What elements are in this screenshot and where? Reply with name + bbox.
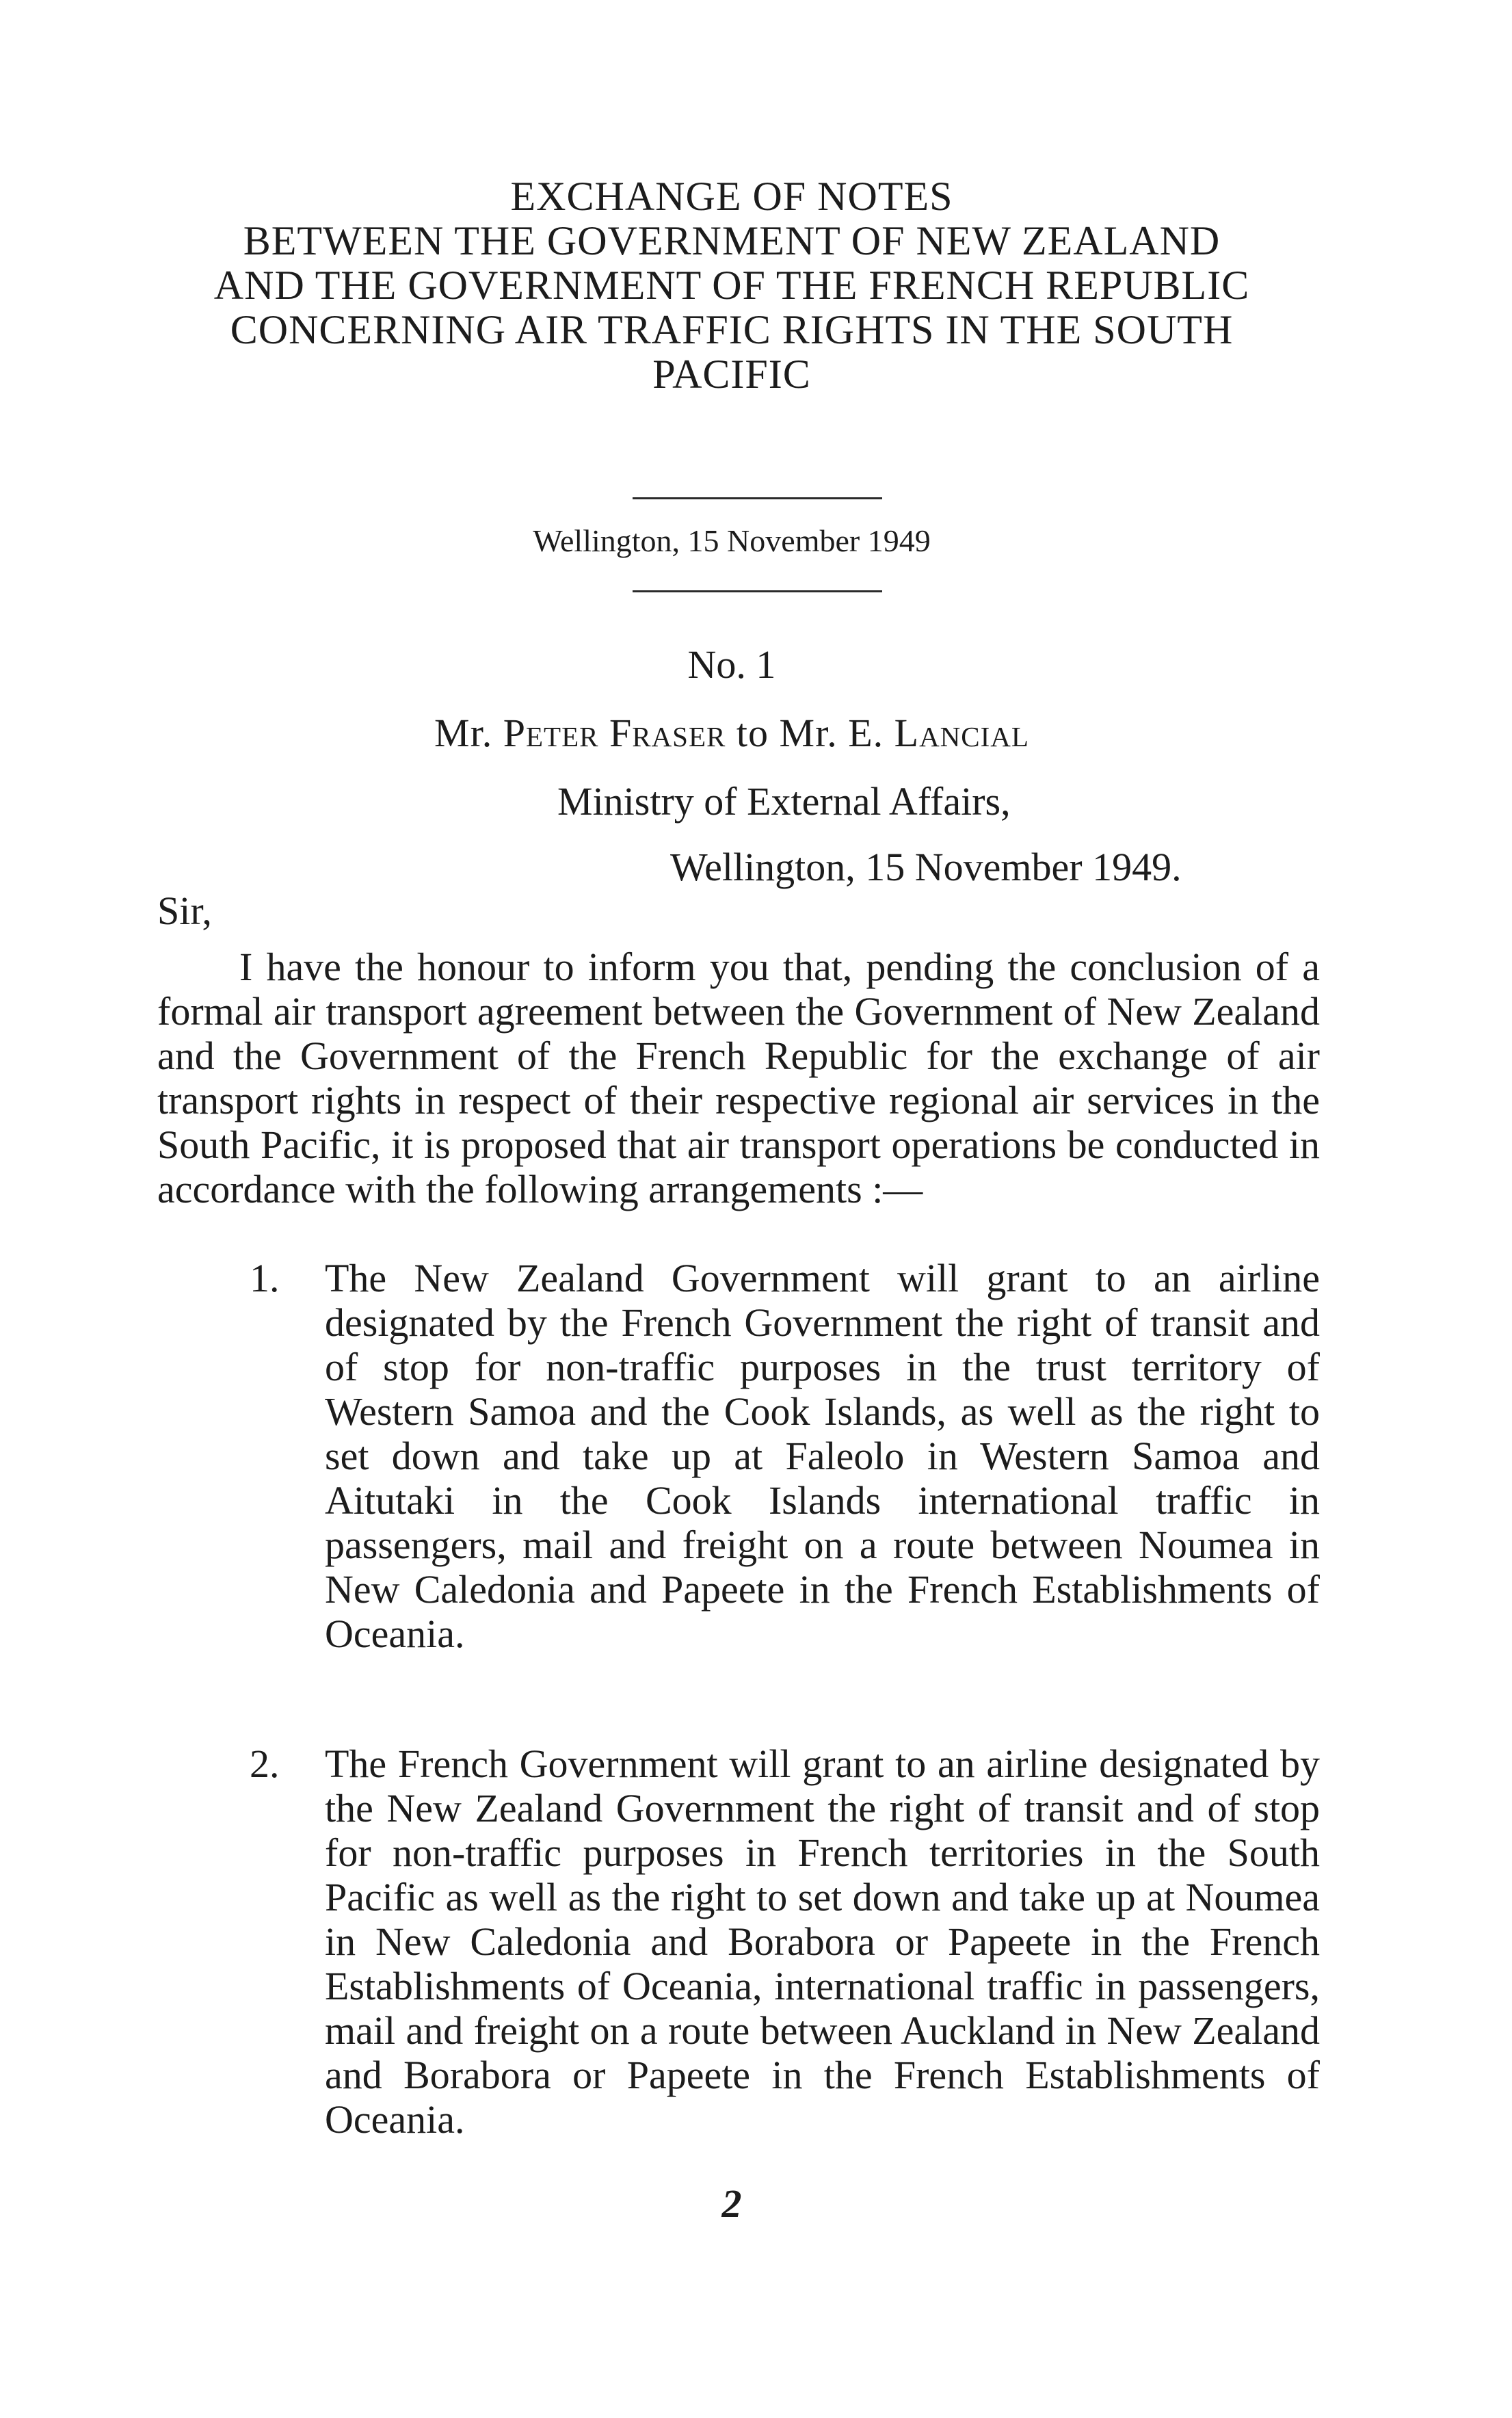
title-line: PACIFIC — [652, 352, 811, 397]
divider-rule-bottom — [633, 590, 882, 592]
list-item-number: 2. — [250, 1742, 280, 1786]
title-line: BETWEEN THE GOVERNMENT OF NEW ZEALAND — [243, 218, 1221, 263]
to-word: to — [736, 711, 769, 755]
title-line: AND THE GOVERNMENT OF THE FRENCH REPUBLIC — [213, 263, 1250, 308]
salutation: Sir, — [157, 889, 212, 933]
list-item-text: The French Government will grant to an airline designated by the New Zealand Government the right of transit and of stop for non-traffic purposes in French territories in the South Pacific as well as the right to set down and take up at Noumea in New Caledonia and Borabora or Papeete in the French Establishments of Oceania, international traffic in passengers, mail and freight on a route between Auckland in New Zealand and Borabora or Papeete in the French Establishments of Oceania. — [325, 1742, 1320, 2142]
page-number: 2 — [721, 2181, 742, 2226]
address-line: Ministry of External Affairs, — [557, 779, 1011, 824]
list-item — [250, 1256, 1320, 1656]
sender-name: Peter Fraser — [503, 711, 726, 755]
title-line: CONCERNING AIR TRAFFIC RIGHTS IN THE SOUTH — [230, 307, 1234, 352]
list-item-text: The New Zealand Government will grant to an airline designated by the French Government the right of transit and of stop for non-traffic purposes in the trust territory of Western Samoa and the Cook Islands, as well as the right to set down and take up at Faleolo in Western Samoa and Aitutaki in the Cook Islands international traffic in passengers, mail and freight on a route between Noumea in New Caledonia and Papeete in the French Establishments of Oceania. — [325, 1256, 1320, 1656]
sender-prefix: Mr. — [434, 711, 493, 755]
title-line: EXCHANGE OF NOTES — [510, 174, 953, 219]
address-date-line: Wellington, 15 November 1949. — [670, 845, 1182, 889]
list-item — [250, 1742, 1320, 2142]
recipient-name: Lancial — [894, 711, 1029, 755]
list-item-number: 1. — [250, 1256, 280, 1300]
recipient-prefix: Mr. E. — [779, 711, 884, 755]
note-correspondents — [123, 711, 1340, 755]
note-number: No. 1 — [687, 642, 776, 687]
dateline: Wellington, 15 November 1949 — [533, 523, 931, 558]
body-paragraph: I have the honour to inform you that, pending the conclusion of a formal air transport agreement between the Government of New Zealand and the Government of the French Republic for the exchange of air transport rights in respect of their respective regional air services in the South Pacific, it is proposed that air transport operations be conducted in accordance with the following arrangements :— — [157, 945, 1320, 1211]
document-title — [123, 174, 1340, 397]
divider-rule-top — [633, 497, 882, 499]
